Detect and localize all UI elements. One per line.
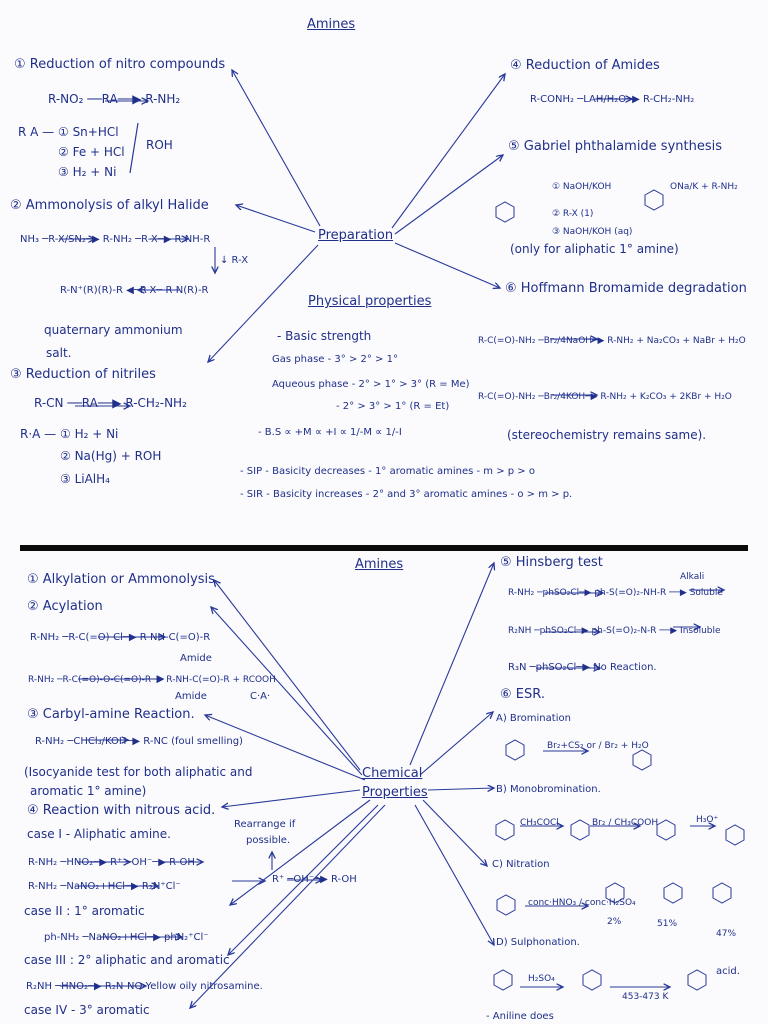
monobromination-title: B) Monobromination. bbox=[496, 784, 601, 795]
monobromination-r1: CH₃COCl bbox=[520, 818, 559, 828]
reduction-nitro-eq: R-NO₂ ──RA──▶ R-NH₂ bbox=[48, 92, 181, 106]
ra-fe-hcl: ② Fe + HCl bbox=[58, 145, 125, 159]
hoffmann-note: (stereochemistry remains same). bbox=[507, 428, 707, 442]
nitriles-ra-li: ③ LiAlH₄ bbox=[60, 472, 110, 486]
nitrous-eq1: R-NH₂ ─HNO₂─▶ R⁺ ─OH⁻─▶ R-OH bbox=[28, 857, 195, 868]
phys-gas-phase: Gas phase - 3° > 2° > 1° bbox=[272, 354, 398, 365]
ra-roh: ROH bbox=[146, 138, 173, 152]
nitration-title: C) Nitration bbox=[492, 859, 550, 870]
acylation-title: ② Acylation bbox=[27, 599, 103, 614]
reduction-nitriles-title: ③ Reduction of nitriles bbox=[10, 367, 156, 382]
aniline-note: - Aniline does bbox=[486, 1011, 554, 1022]
properties-center: Properties bbox=[362, 785, 428, 800]
monobromination-h3o: H₃O⁺ bbox=[696, 815, 719, 825]
nitration-reagent: conc·HNO₃ / conc·H₂SO₄ bbox=[528, 898, 636, 908]
hoffmann-eq2: R-C(=O)-NH₂ ─Br₂/4KOH─▶ R-NH₂ + K₂CO₃ + 2KBr + H₂O bbox=[478, 392, 732, 402]
ammonolysis-eq: NH₃ ─R-X/SN₂─▶ R-NH₂ ─R-X─▶ R-NH-R bbox=[20, 234, 211, 245]
acylation-amide-2: Amide bbox=[175, 691, 207, 702]
carbylamine-note-1: (Isocyanide test for both aliphatic and bbox=[24, 765, 253, 779]
acylation-ca: C·A· bbox=[250, 691, 271, 702]
nitrous-eq2b: R⁺ ─OH⁻─▶ R-OH bbox=[272, 874, 357, 885]
nitrous-case-3: case III : 2° aliphatic and aromatic bbox=[24, 953, 230, 967]
nitrous-case-2: case II : 1° aromatic bbox=[24, 904, 145, 918]
physical-properties-title: Physical properties bbox=[308, 294, 432, 309]
monobromination-r2: Br₂ / CH₃COOH bbox=[592, 818, 659, 828]
nitrous-case-4: case IV - 3° aromatic bbox=[24, 1003, 150, 1017]
phys-basic-strength: - Basic strength bbox=[277, 329, 372, 343]
nitration-yield-ortho: 2% bbox=[607, 917, 622, 927]
gabriel-r1: ① NaOH/KOH bbox=[552, 182, 612, 192]
quaternary-salt: quaternary ammonium bbox=[44, 323, 183, 337]
hinsberg-eq1: R-NH₂ ─phSO₂Cl─▶ ph-S(=O)₂-NH-R ──▶ Soluble bbox=[508, 588, 723, 598]
sulphonation-reagent: H₂SO₄ bbox=[528, 974, 555, 984]
acylation-eq2: R-NH₂ ─R-C(=O)-O-C(=O)-R─▶ R-NH-C(=O)-R + RCOOH bbox=[28, 675, 276, 685]
nitriles-ra-na: ② Na(Hg) + ROH bbox=[60, 449, 162, 463]
chemical-center: Chemical bbox=[362, 766, 423, 781]
ammonolysis-eq2: R-N⁺(R)(R)-R ◀─R-X─ R-N(R)-R bbox=[60, 285, 209, 296]
ammonolysis-rx: ↓ R-X bbox=[220, 255, 249, 266]
page-divider bbox=[20, 545, 748, 551]
nitration-yield-meta: 51% bbox=[657, 919, 678, 929]
carbylamine-eq: R-NH₂ ─CHCl₃/KOH─▶ R-NC (foul smelling) bbox=[35, 736, 243, 747]
preparation-center: Preparation bbox=[318, 228, 394, 243]
reduction-nitro-title: ① Reduction of nitro compounds bbox=[14, 57, 226, 72]
nitrous-case-1: case I - Aliphatic amine. bbox=[27, 827, 171, 841]
hinsberg-title: ⑤ Hinsberg test bbox=[500, 555, 603, 570]
hoffmann-title: ⑥ Hoffmann Bromamide degradation bbox=[505, 281, 747, 296]
nitrous-eq4: R₂NH ─HNO₂─▶ R₂N-NO Yellow oily nitrosamine. bbox=[26, 981, 263, 992]
hoffmann-eq1: R-C(=O)-NH₂ ─Br₂/4NaOH─▶ R-NH₂ + Na₂CO₃ + NaBr + H₂O bbox=[478, 336, 746, 346]
reduction-amides-eq: R-CONH₂ ─LAH/H₂O─▶ R-CH₂-NH₂ bbox=[530, 94, 695, 105]
possible-note: possible. bbox=[246, 835, 291, 846]
top-title: Amines bbox=[307, 17, 356, 32]
nitrous-eq3: ph-NH₂ ─NaNO₂+HCl─▶ phN₂⁺Cl⁻ bbox=[44, 932, 209, 943]
nitriles-ra-h2: R·A — ① H₂ + Ni bbox=[20, 427, 119, 441]
rearrange-note: Rearrange if bbox=[234, 819, 296, 830]
sulphonation-temp: 453-473 K bbox=[622, 992, 669, 1002]
quaternary-salt-2: salt. bbox=[46, 346, 72, 360]
reduction-amides-title: ④ Reduction of Amides bbox=[510, 58, 660, 73]
bromination-reagent: Br₂+CS₂ or / Br₂ + H₂O bbox=[547, 741, 649, 751]
phys-aqueous-et: - 2° > 3° > 1° (R = Et) bbox=[336, 401, 450, 412]
ra-sn-hcl: R A — ① Sn+HCl bbox=[18, 125, 119, 139]
nitrous-acid-title: ④ Reaction with nitrous acid. bbox=[27, 803, 216, 818]
reduction-nitriles-eq: R-CN ──RA──▶ R-CH₂-NH₂ bbox=[34, 396, 187, 410]
gabriel-r3: ③ NaOH/KOH (aq) bbox=[552, 227, 633, 237]
sulphonation-product: acid. bbox=[716, 966, 740, 977]
hinsberg-eq2: R₂NH ─phSO₂Cl─▶ ph-S(=O)₂-N-R ──▶ Insoluble bbox=[508, 626, 721, 636]
alkylation-title: ① Alkylation or Ammonolysis bbox=[27, 572, 215, 587]
hinsberg-eq3: R₃N ─phSO₂Cl─▶ No Reaction. bbox=[508, 662, 657, 673]
phys-aqueous-phase: Aqueous phase - 2° > 1° > 3° (R = Me) bbox=[272, 379, 470, 390]
gabriel-title: ⑤ Gabriel phthalamide synthesis bbox=[508, 139, 723, 154]
sip-line: - SIP - Basicity decreases - 1° aromatic amines - m > p > o bbox=[240, 466, 535, 477]
carbylamine-title: ③ Carbyl-amine Reaction. bbox=[27, 707, 195, 722]
nitrous-eq2: R-NH₂ ─NaNO₂+HCl─▶ R₂N⁺Cl⁻ bbox=[28, 881, 181, 892]
gabriel-note: (only for aliphatic 1° amine) bbox=[510, 242, 679, 256]
bromination-title: A) Bromination bbox=[496, 713, 571, 724]
hinsberg-alkali: Alkali bbox=[680, 572, 705, 582]
ra-h2-ni: ③ H₂ + Ni bbox=[58, 165, 117, 179]
nitration-yield-para: 47% bbox=[716, 929, 737, 939]
carbylamine-note-2: aromatic 1° amine) bbox=[30, 784, 147, 798]
sulphonation-title: D) Sulphonation. bbox=[496, 937, 580, 948]
gabriel-r2: ② R-X (1) bbox=[552, 209, 594, 219]
sir-line: - SIR - Basicity increases - 2° and 3° aromatic amines - o > m > p. bbox=[240, 489, 573, 500]
gabriel-product: ONa/K + R-NH₂ bbox=[670, 182, 738, 192]
bottom-title: Amines bbox=[355, 557, 404, 572]
acylation-amide: Amide bbox=[180, 653, 212, 664]
acylation-eq1: R-NH₂ ─R-C(=O)-Cl─▶ R-NH-C(=O)-R bbox=[30, 632, 211, 643]
ammonolysis-title: ② Ammonolysis of alkyl Halide bbox=[10, 198, 209, 213]
phys-bs-relation: - B.S ∝ +M ∝ +I ∝ 1/-M ∝ 1/-I bbox=[258, 427, 402, 438]
esr-title: ⑥ ESR. bbox=[500, 687, 545, 702]
